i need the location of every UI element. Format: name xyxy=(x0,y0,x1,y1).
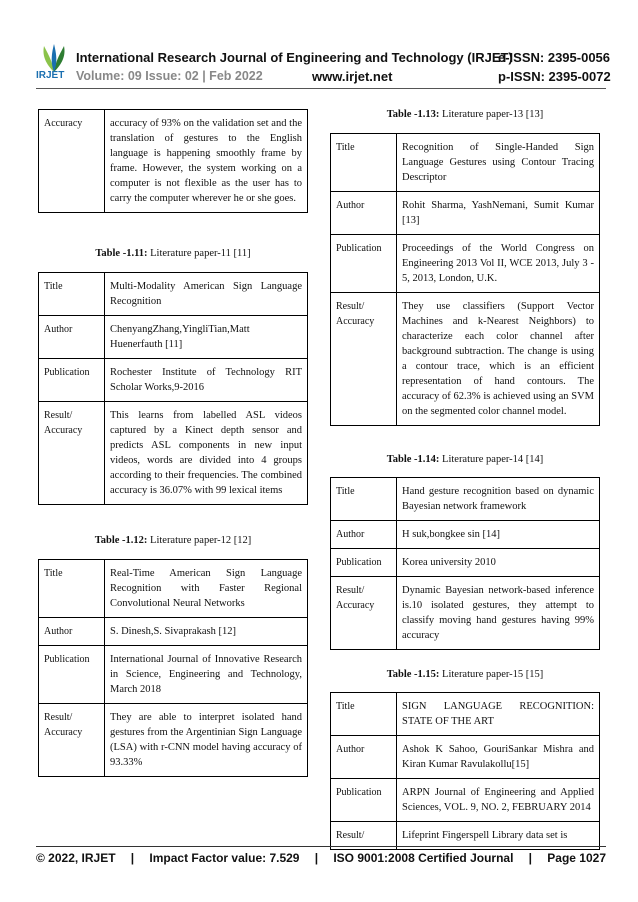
iso-certification: ISO 9001:2008 Certified Journal xyxy=(333,851,514,865)
row-value: Korea university 2010 xyxy=(397,549,600,577)
literature-table-14 xyxy=(330,477,600,650)
row-value: H suk,bongkee sin [14] xyxy=(397,521,600,549)
row-value: Lifeprint Fingerspell Library data set is xyxy=(397,822,600,850)
literature-table-13 xyxy=(330,133,600,426)
row-label: Result/ Accuracy xyxy=(331,293,397,426)
table-row xyxy=(39,560,308,618)
table-row xyxy=(331,736,600,779)
row-label: Result/ Accuracy xyxy=(331,577,397,650)
row-value: Rochester Institute of Technology RIT Scholar Works,9-2016 xyxy=(105,359,308,402)
logo-text: IRJET xyxy=(36,70,65,81)
row-value: They use classifiers (Support Vector Machines and k-Nearest Neighbors) to characterize each color channel after background subtraction. The change is using a contour trace, which is an efficient representation of hand contours. The accuracy of 62.3% is achieved using an SVM on the segmented color channel model. xyxy=(397,293,600,426)
table-row xyxy=(331,521,600,549)
footer-separator: | xyxy=(314,851,319,865)
table-row xyxy=(331,549,600,577)
table-row xyxy=(331,779,600,822)
row-value: SIGN LANGUAGE RECOGNITION: STATE OF THE ART xyxy=(397,693,600,736)
row-label: Title xyxy=(331,134,397,192)
table-caption: Table -1.15: Literature paper-15 [15] xyxy=(386,669,544,680)
table-row xyxy=(331,577,600,650)
row-value: This learns from labelled ASL videos captured by a Kinect depth sensor and predicts ASL components in new input videos, words are divided into 4 groups according to their frequencies. The combined accuracy is 36.07% with 99 lexical items xyxy=(105,402,308,505)
row-label: Title xyxy=(39,273,105,316)
row-value: International Journal of Innovative Research in Science, Engineering and Technology, March 2018 xyxy=(105,646,308,704)
e-issn: e-ISSN: 2395-0056 xyxy=(498,50,611,65)
table-row xyxy=(39,402,308,505)
table-row xyxy=(39,618,308,646)
table-caption: Table -1.12: Literature paper-12 [12] xyxy=(94,535,252,546)
row-label: Result/ xyxy=(331,822,397,850)
table-caption: Table -1.13: Literature paper-13 [13] xyxy=(386,109,544,120)
page-footer xyxy=(36,851,606,865)
row-value: Recognition of Single-Handed Sign Language Gestures using Contour Tracing Descriptor xyxy=(397,134,600,192)
row-label: Title xyxy=(331,478,397,521)
row-label: Publication xyxy=(39,646,105,704)
row-label: Result/ Accuracy xyxy=(39,704,105,777)
p-issn: p-ISSN: 2395-0072 xyxy=(498,69,611,84)
footer-separator: | xyxy=(130,851,135,865)
row-label: Author xyxy=(331,736,397,779)
table-row xyxy=(39,110,308,213)
row-value: Rohit Sharma, YashNemani, Sumit Kumar [13] xyxy=(397,192,600,235)
literature-table-15 xyxy=(330,692,600,850)
page-number: Page 1027 xyxy=(547,851,606,865)
row-label: Publication xyxy=(331,235,397,293)
row-label: Publication xyxy=(331,779,397,822)
row-value: They are able to interpret isolated hand gestures from the Argentinian Sign Language (LSA) with r-CNN model having accuracy of 93.33% xyxy=(105,704,308,777)
impact-factor: Impact Factor value: 7.529 xyxy=(149,851,300,865)
row-label: Title xyxy=(331,693,397,736)
row-label: Author xyxy=(331,521,397,549)
footer-rule xyxy=(36,846,606,847)
row-value: Hand gesture recognition based on dynamic Bayesian network framework xyxy=(397,478,600,521)
table-row xyxy=(331,693,600,736)
row-label: Publication xyxy=(331,549,397,577)
row-value: ChenyangZhang,YingliTian,Matt Huenerfauth [11] xyxy=(105,316,308,359)
table-row xyxy=(39,359,308,402)
table-row xyxy=(39,704,308,777)
table-row xyxy=(331,192,600,235)
table-row xyxy=(39,316,308,359)
journal-title: International Research Journal of Engineering and Technology (IRJET) xyxy=(76,50,513,65)
row-label: Accuracy xyxy=(39,110,105,213)
literature-table-11 xyxy=(38,272,308,505)
row-label: Author xyxy=(39,618,105,646)
row-label: Publication xyxy=(39,359,105,402)
literature-table-12 xyxy=(38,559,308,777)
website: www.irjet.net xyxy=(312,69,393,84)
row-label: Result/ Accuracy xyxy=(39,402,105,505)
row-value: Dynamic Bayesian network-based inference is.10 isolated gestures, they attempt to classify moving hand gestures having 99% accuracy xyxy=(397,577,600,650)
row-value: Proceedings of the World Congress on Engineering 2013 Vol II, WCE 2013, July 3 - 5, 2013, London, U.K. xyxy=(397,235,600,293)
table-row xyxy=(331,134,600,192)
page-header xyxy=(0,0,638,90)
row-label: Author xyxy=(39,316,105,359)
header-rule xyxy=(36,88,606,89)
row-value: Ashok K Sahoo, GouriSankar Mishra and Kiran Kumar Ravulakollu[15] xyxy=(397,736,600,779)
table-caption: Table -1.11: Literature paper-11 [11] xyxy=(95,248,251,259)
row-value: accuracy of 93% on the validation set and the translation of gestures to the English language is happening smoothly frame by frame. However, the system working on a computer is not flexible as the user has to carry the computer wherever he or she goes. xyxy=(105,110,308,213)
table-row xyxy=(39,646,308,704)
continuation-table xyxy=(38,109,308,213)
row-value: ARPN Journal of Engineering and Applied Sciences, VOL. 9, NO. 2, FEBRUARY 2014 xyxy=(397,779,600,822)
table-row xyxy=(39,273,308,316)
row-value: Multi-Modality American Sign Language Recognition xyxy=(105,273,308,316)
table-row xyxy=(331,478,600,521)
table-caption: Table -1.14: Literature paper-14 [14] xyxy=(386,454,544,465)
row-value: Real-Time American Sign Language Recognition with Faster Regional Convolutional Neural Networks xyxy=(105,560,308,618)
volume-issue: Volume: 09 Issue: 02 | Feb 2022 xyxy=(76,69,263,83)
copyright: © 2022, IRJET xyxy=(36,851,116,865)
table-row xyxy=(331,235,600,293)
row-label: Title xyxy=(39,560,105,618)
table-row xyxy=(331,293,600,426)
row-label: Author xyxy=(331,192,397,235)
footer-separator: | xyxy=(528,851,533,865)
row-value: S. Dinesh,S. Sivaprakash [12] xyxy=(105,618,308,646)
